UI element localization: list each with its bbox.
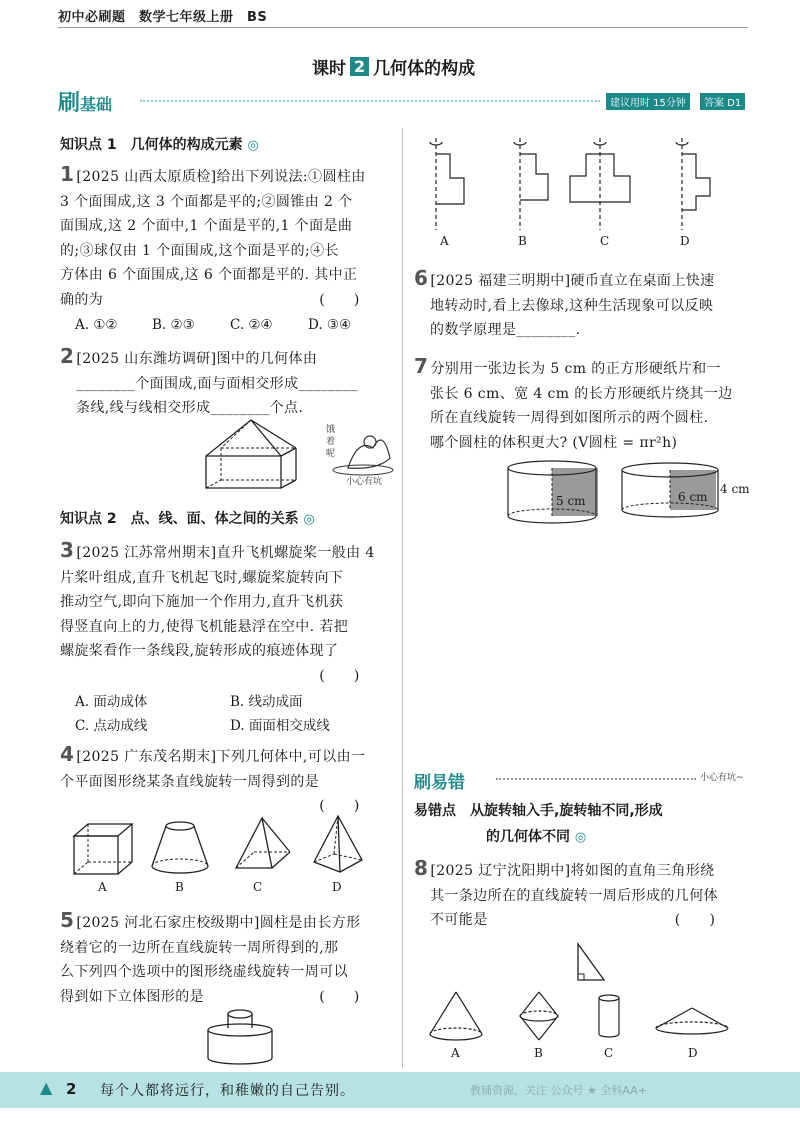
- header-divider: [58, 27, 748, 28]
- brush-label: 刷: [58, 91, 81, 116]
- lesson-prefix: 课时: [312, 59, 346, 79]
- question-3: 3 [2025 江苏常州期末]直升飞机螺旋桨一般由 4 片桨叶组成,直升飞机起飞时,螺旋桨旋转向下 推动空气,即向下施加一个作用力,直升飞机获 得竖直向上的力,使得飞机能悬浮在空中. 若把 螺旋桨看作一条线段,旋转形成的痕迹体现了 ( ): [60, 538, 375, 684]
- lesson-number-badge: 2: [350, 57, 369, 76]
- q8-right-triangle: [574, 942, 608, 984]
- question-number: 3: [60, 538, 75, 562]
- question-number: 5: [60, 908, 75, 932]
- knowledge-point-2-title: 知识点 2 点、线、面、体之间的关系 ◎: [60, 511, 315, 527]
- section-banner-mistakes: 刷易错: [414, 773, 465, 793]
- mistakes-note: 小心有坑~: [700, 773, 744, 783]
- q2-figure-house-solid: [196, 418, 306, 492]
- footer-logo-icon: ▲: [40, 1078, 53, 1097]
- basics-label: 基础: [80, 95, 113, 114]
- q4-label-a: A: [98, 880, 107, 894]
- q8-label-a: A: [451, 1046, 460, 1060]
- q1-option-a: A. ①②: [75, 317, 118, 333]
- footer-watermark: 教辅资源，关注 公众号 ★ 全科AA+: [470, 1084, 647, 1097]
- question-1: 1 [2025 山西太原质检]给出下列说法:①圆柱由 3 个面围成,这 3 个面都是平的;②圆锥由 2 个 面围成,这 2 个面中,1 个面是平的,1 个面是曲 的;③球仅由 1 个面围成,这个面是平的;④长 方体由 6 个面围成,这 6 个面都是平的. 其中正 确的为 ( ): [60, 162, 366, 308]
- q5-options-figures: [420, 132, 720, 242]
- q5-label-b: B: [518, 234, 527, 248]
- target-icon: ◎: [247, 138, 259, 153]
- question-6: 6 [2025 福建三明期中]硬币直立在桌面上快速 地转动时,看上去像球,这种生活现象可以反映 的数学原理是________.: [414, 266, 715, 338]
- target-icon: ◎: [303, 512, 315, 527]
- q7-label-5cm: 5 cm: [556, 494, 586, 508]
- q4-label-d: D: [332, 880, 342, 894]
- svg-text:着: 着: [326, 437, 336, 447]
- knowledge-point-1-title: 知识点 1 几何体的构成元素 ◎: [60, 137, 259, 153]
- question-number: 1: [60, 162, 75, 186]
- question-number: 7: [414, 354, 429, 378]
- mistake-point-line2: 的几何体不同 ◎: [486, 829, 587, 845]
- mistake-point-line1: 易错点 从旋转轴入手,旋转轴不同,形成: [414, 803, 663, 819]
- q8-label-b: B: [534, 1046, 543, 1060]
- question-number: 2: [60, 344, 75, 368]
- footer-motto: 每个人都将远行，和稚嫩的自己告别。: [100, 1083, 355, 1099]
- q3-option-d: D. 面面相交成线: [230, 718, 330, 734]
- suggested-time-badge: 建议用时 15分钟: [606, 93, 690, 110]
- q7-label-4cm: 4 cm: [720, 482, 750, 496]
- q4-figure-triangular-prism: [232, 816, 294, 876]
- book-series-header: 初中必刷题 数学七年级上册 BS: [58, 10, 268, 25]
- q1-option-c: C. ②④: [230, 317, 273, 333]
- q4-figure-pyramid: [310, 814, 366, 876]
- target-icon: ◎: [574, 830, 587, 845]
- q3-option-a: A. 面动成体: [75, 694, 148, 710]
- q8-options-figures: [424, 990, 744, 1050]
- svg-text:饿: 饿: [326, 425, 336, 435]
- q1-option-b: B. ②③: [152, 317, 195, 333]
- q8-label-c: C: [604, 1046, 614, 1060]
- question-8: 8 [2025 辽宁沈阳期中]将如图的直角三角形绕 其一条边所在的直线旋转一周后形成的几何体 不可能是 ( ): [414, 856, 718, 928]
- question-5: 5 [2025 河北石家庄校级期中]圆柱是由长方形 绕着它的一边所在直线旋转一周所得到的,那 么下列四个选项中的图形绕虚线旋转一周可以 得到如下立体图形的是 ( ): [60, 908, 361, 1005]
- answer-page-badge: 答案 D1: [700, 93, 745, 110]
- cartoon-caption: 小心有坑: [346, 477, 383, 487]
- q1-option-d: D. ③④: [308, 317, 352, 333]
- q7-label-6cm: 6 cm: [678, 490, 708, 504]
- question-number: 4: [60, 742, 75, 766]
- question-7: 7 分别用一张边长为 5 cm 的正方形硬纸片和一 张长 6 cm、宽 4 cm 的长方形硬纸片绕其一边 所在直线旋转一周得到如图所示的两个圆柱. 哪个圆柱的体积更大? (V圆柱 = πr²h): [414, 354, 733, 451]
- question-2: 2 [2025 山东潍坊调研]图中的几何体由 ________个面围成,面与面相交形成________ 条线,线与线相交形成________个点.: [60, 344, 358, 416]
- q4-label-c: C: [253, 880, 263, 894]
- q5-label-a: A: [440, 234, 449, 248]
- q4-label-b: B: [175, 880, 184, 894]
- q5-figure-stacked-cylinders: [204, 1008, 276, 1068]
- section-banner-basics: [58, 86, 112, 117]
- q8-label-d: D: [688, 1046, 698, 1060]
- lesson-title: [312, 54, 475, 79]
- lesson-name: 几何体的构成: [373, 59, 476, 79]
- mistakes-dotted-line: [496, 778, 696, 780]
- q5-label-d: D: [680, 234, 690, 248]
- banner-dotted-line: [140, 100, 600, 102]
- question-number: 6: [414, 266, 429, 290]
- q3-option-b: B. 线动成面: [230, 694, 303, 710]
- q5-label-c: C: [600, 234, 610, 248]
- column-divider: [402, 128, 403, 1068]
- q3-option-c: C. 点动成线: [75, 718, 148, 734]
- q4-figure-frustum: [150, 818, 210, 876]
- page-number: 2: [66, 1080, 77, 1098]
- question-number: 8: [414, 856, 429, 880]
- q4-figure-cube: [70, 820, 136, 876]
- question-4: 4 [2025 广东茂名期末]下列几何体中,可以由一 个平面图形绕某条直线旋转一周得到的是 ( ): [60, 742, 366, 814]
- svg-text:呢: 呢: [326, 449, 336, 459]
